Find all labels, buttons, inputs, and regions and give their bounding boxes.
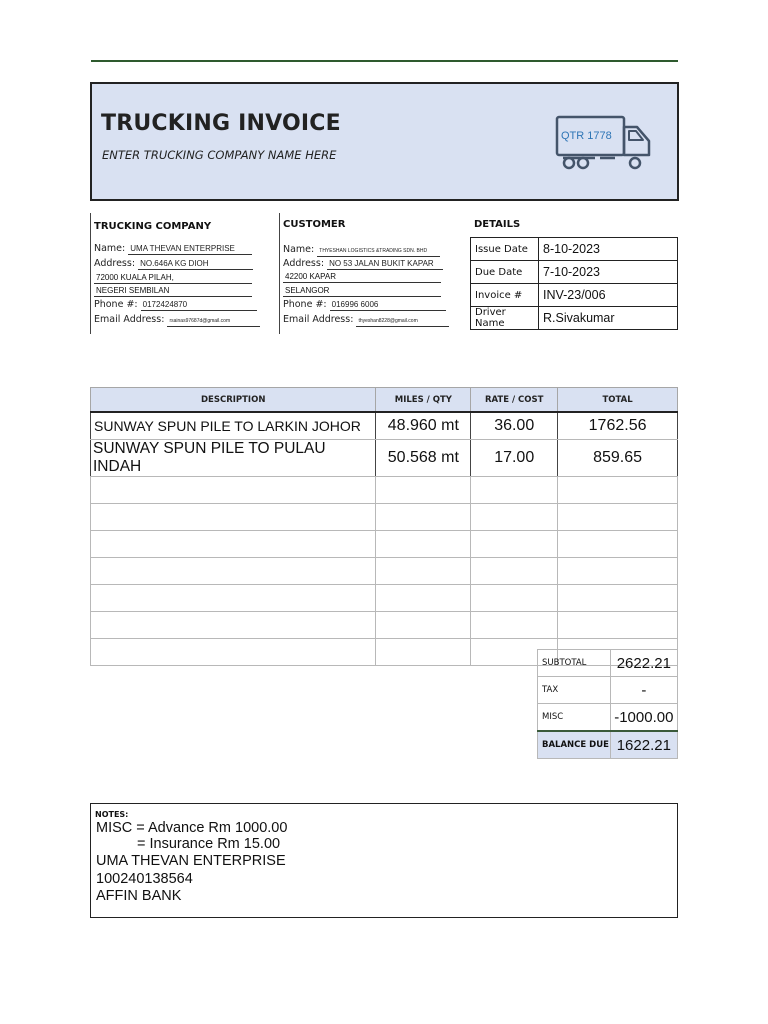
company-phone-value: 0172424870 bbox=[141, 300, 257, 311]
customer-divider bbox=[279, 213, 280, 334]
empty-cell bbox=[558, 612, 678, 639]
empty-cell bbox=[376, 558, 471, 585]
truck-icon bbox=[555, 115, 653, 171]
empty-cell bbox=[471, 585, 558, 612]
empty-cell bbox=[91, 612, 376, 639]
empty-cell bbox=[91, 558, 376, 585]
company-email-label: Email Address: bbox=[94, 314, 165, 325]
subtotal-label: SUBTOTAL bbox=[538, 650, 611, 677]
empty-cell bbox=[91, 585, 376, 612]
customer-name-label: Name: bbox=[283, 244, 315, 255]
empty-cell bbox=[91, 639, 376, 666]
empty-row bbox=[91, 531, 678, 558]
item-rate: 17.00 bbox=[471, 440, 558, 477]
details-row-driver bbox=[471, 307, 678, 330]
company-name-placeholder: ENTER TRUCKING COMPANY NAME HERE bbox=[102, 148, 337, 162]
customer-phone-value: 016996 6006 bbox=[330, 300, 446, 311]
empty-cell bbox=[471, 477, 558, 504]
invoice-title: TRUCKING INVOICE bbox=[101, 111, 341, 136]
tax-value: - bbox=[610, 677, 677, 704]
company-address-line1: NO.646A KG DIOH bbox=[138, 259, 253, 270]
notes-line: UMA THEVAN ENTERPRISE bbox=[96, 853, 286, 869]
customer-email-value: thyeshan8228@gmail.com bbox=[356, 316, 449, 327]
company-email-field bbox=[94, 314, 260, 327]
empty-row bbox=[91, 612, 678, 639]
company-address-line3: NEGERI SEMBILAN bbox=[94, 286, 252, 297]
col-header-qty: MILES / QTY bbox=[376, 388, 471, 413]
driver-name-label: Driver Name bbox=[471, 307, 539, 330]
empty-cell bbox=[471, 531, 558, 558]
details-row-invoice bbox=[471, 284, 678, 307]
company-name-field bbox=[94, 243, 252, 255]
notes-line: 100240138564 bbox=[96, 871, 193, 887]
item-rate: 36.00 bbox=[471, 412, 558, 440]
notes-line: MISC = Advance Rm 1000.00 bbox=[96, 820, 288, 836]
empty-cell bbox=[376, 612, 471, 639]
customer-phone-label: Phone #: bbox=[283, 299, 327, 310]
subtotal-row bbox=[538, 650, 678, 677]
empty-cell bbox=[91, 531, 376, 558]
items-header-row bbox=[91, 388, 678, 413]
customer-name-field bbox=[283, 244, 440, 257]
tax-label: TAX bbox=[538, 677, 611, 704]
customer-email-label: Email Address: bbox=[283, 314, 354, 325]
balance-due-row bbox=[538, 731, 678, 759]
balance-due-label: BALANCE DUE bbox=[538, 731, 611, 759]
empty-cell bbox=[558, 504, 678, 531]
customer-address-label: Address: bbox=[283, 258, 325, 269]
company-address-field bbox=[94, 258, 253, 270]
item-description: SUNWAY SPUN PILE TO PULAU INDAH bbox=[91, 440, 376, 477]
driver-name-value: R.Sivakumar bbox=[539, 307, 678, 330]
empty-cell bbox=[91, 477, 376, 504]
customer-address-line3: SELANGOR bbox=[283, 286, 441, 297]
empty-cell bbox=[471, 504, 558, 531]
details-row-due bbox=[471, 261, 678, 284]
tax-row bbox=[538, 677, 678, 704]
customer-heading: CUSTOMER bbox=[283, 219, 346, 230]
company-address-line2: 72000 KUALA PILAH, bbox=[94, 273, 252, 284]
empty-cell bbox=[558, 558, 678, 585]
balance-due-value: 1622.21 bbox=[610, 731, 677, 759]
truck-label: QTR 1778 bbox=[561, 130, 612, 142]
empty-cell bbox=[558, 477, 678, 504]
empty-cell bbox=[376, 639, 471, 666]
company-phone-label: Phone #: bbox=[94, 299, 138, 310]
company-divider bbox=[90, 213, 91, 334]
customer-address-field bbox=[283, 258, 443, 270]
notes-heading: NOTES: bbox=[95, 810, 129, 819]
item-qty: 48.960 mt bbox=[376, 412, 471, 440]
empty-cell bbox=[376, 585, 471, 612]
empty-row bbox=[91, 585, 678, 612]
table-row bbox=[91, 412, 678, 440]
empty-cell bbox=[471, 558, 558, 585]
company-heading: TRUCKING COMPANY bbox=[94, 221, 212, 232]
company-name-value: UMA THEVAN ENTERPRISE bbox=[128, 244, 252, 255]
issue-date-label: Issue Date bbox=[471, 238, 539, 261]
col-header-total: TOTAL bbox=[558, 388, 678, 413]
item-total: 1762.56 bbox=[558, 412, 678, 440]
empty-cell bbox=[471, 612, 558, 639]
customer-address-line2: 42200 KAPAR bbox=[283, 272, 441, 283]
table-row bbox=[91, 440, 678, 477]
subtotal-value: 2622.21 bbox=[610, 650, 677, 677]
col-header-rate: RATE / COST bbox=[471, 388, 558, 413]
notes-line: AFFIN BANK bbox=[96, 888, 182, 904]
misc-row bbox=[538, 704, 678, 732]
company-phone-field bbox=[94, 299, 257, 311]
empty-cell bbox=[91, 504, 376, 531]
invoice-number-label: Invoice # bbox=[471, 284, 539, 307]
issue-date-value: 8-10-2023 bbox=[539, 238, 678, 261]
item-qty: 50.568 mt bbox=[376, 440, 471, 477]
empty-cell bbox=[376, 477, 471, 504]
empty-cell bbox=[558, 531, 678, 558]
item-description: SUNWAY SPUN PILE TO LARKIN JOHOR bbox=[91, 412, 376, 440]
due-date-value: 7-10-2023 bbox=[539, 261, 678, 284]
customer-phone-field bbox=[283, 299, 446, 311]
items-table bbox=[90, 387, 678, 666]
company-email-value: rsainas97687d@gmail.com bbox=[167, 316, 260, 327]
customer-address-line1: NO 53 JALAN BUKIT KAPAR bbox=[327, 259, 443, 270]
notes-box bbox=[90, 803, 678, 918]
col-header-description: DESCRIPTION bbox=[91, 388, 376, 413]
empty-row bbox=[91, 477, 678, 504]
customer-name-value: THYESHAN LOGISTICS &TRADING SDN. BHD bbox=[317, 246, 440, 257]
top-rule bbox=[91, 60, 678, 62]
notes-line: = Insurance Rm 15.00 bbox=[137, 836, 281, 852]
item-total: 859.65 bbox=[558, 440, 678, 477]
details-heading: DETAILS bbox=[474, 219, 521, 230]
invoice-header bbox=[90, 82, 679, 201]
empty-row bbox=[91, 504, 678, 531]
empty-cell bbox=[376, 504, 471, 531]
empty-cell bbox=[376, 531, 471, 558]
misc-value: -1000.00 bbox=[610, 704, 677, 732]
company-name-label: Name: bbox=[94, 243, 126, 254]
company-address-label: Address: bbox=[94, 258, 136, 269]
due-date-label: Due Date bbox=[471, 261, 539, 284]
totals-table bbox=[537, 649, 678, 759]
misc-label: MISC bbox=[538, 704, 611, 732]
empty-cell bbox=[558, 585, 678, 612]
empty-row bbox=[91, 558, 678, 585]
customer-email-field bbox=[283, 314, 449, 327]
invoice-number-value: INV-23/006 bbox=[539, 284, 678, 307]
details-table bbox=[470, 237, 678, 330]
details-row-issue bbox=[471, 238, 678, 261]
